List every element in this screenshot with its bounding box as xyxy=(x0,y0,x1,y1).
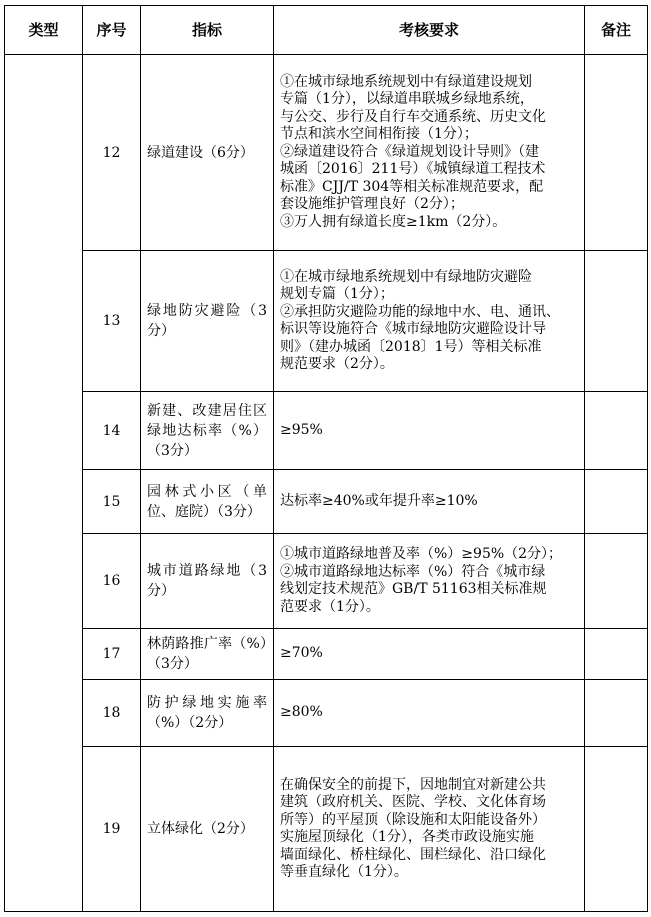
header-indicator: 指标 xyxy=(141,6,274,55)
note-cell xyxy=(585,629,648,680)
seq-cell: 19 xyxy=(83,747,141,912)
requirement-line: 墙面绿化、桥柱绿化、围栏绿化、沿口绿化 xyxy=(280,846,546,863)
requirement-line: ≥70% xyxy=(280,645,323,662)
indicator-cell: 林荫路推广率（%）（3分） xyxy=(141,629,274,680)
requirement-line: ②绿道建设符合《绿道规划设计导则》（建 xyxy=(280,143,539,160)
header-type: 类型 xyxy=(5,6,83,55)
note-cell xyxy=(585,55,648,251)
requirement-line: 实施屋顶绿化（1分），各类市政设施实施 xyxy=(280,829,534,845)
note-cell xyxy=(585,251,648,392)
header-requirement: 考核要求 xyxy=(274,6,585,55)
indicator-cell: 绿道建设（6分） xyxy=(141,55,274,251)
note-cell xyxy=(585,534,648,629)
indicator-cell: 新建、改建居住区绿地达标率（%）（3分） xyxy=(141,392,274,470)
type-cell xyxy=(5,55,83,912)
assessment-table xyxy=(4,5,648,912)
requirement-line: 标准》CJJ/T 304等相关标准规范要求，配 xyxy=(280,178,544,195)
requirement-cell xyxy=(274,55,585,251)
requirement-cell xyxy=(274,251,585,392)
table-row xyxy=(5,392,648,470)
seq-cell: 14 xyxy=(83,392,141,470)
requirement-line: 城函〔2016〕211号）《城镇绿道工程技术 xyxy=(280,161,546,178)
requirement-line: ≥80% xyxy=(280,704,323,721)
table-row xyxy=(5,251,648,392)
indicator-cell: 城市道路绿地（3分） xyxy=(141,534,274,629)
seq-cell: 18 xyxy=(83,680,141,747)
requirement-line: ①城市道路绿地普及率（%）≥95%（2分）； xyxy=(280,546,563,562)
indicator-cell: 园林式小区（单位、庭院）（3分） xyxy=(141,470,274,534)
indicator-cell: 立体绿化（2分） xyxy=(141,747,274,912)
requirement-line: 规划专篇（1分）； xyxy=(280,286,394,302)
requirement-line: 所等）的平屋顶（除设施和太阳能设备外） xyxy=(280,811,546,828)
requirement-line: 专篇（1分），以绿道串联城乡绿地系统， xyxy=(280,91,534,108)
requirement-cell xyxy=(274,392,585,470)
requirement-line: 标识等设施符合《城市绿地防灾避险设计导 xyxy=(280,321,546,337)
requirement-cell xyxy=(274,747,585,912)
seq-cell: 13 xyxy=(83,251,141,392)
requirement-cell xyxy=(274,629,585,680)
requirement-line: ③万人拥有绿道长度≥1km（2分）。 xyxy=(280,213,507,230)
requirement-line: ②城市道路绿地达标率（%）符合《城市绿 xyxy=(280,563,546,580)
requirement-line: 套设施维护管理良好（2分）； xyxy=(280,196,464,213)
seq-cell: 16 xyxy=(83,534,141,629)
assessment-table-container xyxy=(4,5,647,912)
seq-cell: 12 xyxy=(83,55,141,251)
note-cell xyxy=(585,680,648,747)
requirement-line: ≥95% xyxy=(280,421,323,438)
requirement-line: 线划定技术规范》GB/T 51163相关标准规 xyxy=(280,581,547,597)
requirement-cell xyxy=(274,534,585,629)
requirement-cell xyxy=(274,470,585,534)
seq-cell: 15 xyxy=(83,470,141,534)
requirement-line: 则》（建办城函〔2018〕1号）等相关标准 xyxy=(280,338,542,355)
table-row xyxy=(5,470,648,534)
requirement-line: ①在城市绿地系统规划中有绿道建设规划 xyxy=(280,73,532,90)
table-header-row xyxy=(5,6,648,55)
header-note: 备注 xyxy=(585,6,648,55)
table-row xyxy=(5,629,648,680)
table-row xyxy=(5,680,648,747)
header-seq: 序号 xyxy=(83,6,141,55)
requirement-line: 规范要求（2分）。 xyxy=(280,356,394,372)
requirement-line: ①在城市绿地系统规划中有绿地防灾避险 xyxy=(280,268,532,285)
seq-cell: 17 xyxy=(83,629,141,680)
table-row xyxy=(5,534,648,629)
table-row xyxy=(5,55,648,251)
indicator-cell: 防护绿地实施率（%）（2分） xyxy=(141,680,274,747)
requirement-line: ②承担防灾避险功能的绿地中水、电、通讯、 xyxy=(280,303,560,320)
table-row xyxy=(5,747,648,912)
requirement-line: 节点和滨水空间相衔接（1分）； xyxy=(280,126,478,143)
note-cell xyxy=(585,747,648,912)
requirement-line: 在确保安全的前提下，因地制宜对新建公共 xyxy=(280,776,546,793)
requirement-line: 等垂直绿化（1分）。 xyxy=(280,864,408,880)
requirement-cell xyxy=(274,680,585,747)
note-cell xyxy=(585,392,648,470)
requirement-line: 范要求（1分）。 xyxy=(280,598,380,615)
note-cell xyxy=(585,470,648,534)
requirement-line: 达标率≥40%或年提升率≥10% xyxy=(280,492,478,509)
requirement-line: 与公交、步行及自行车交通系统、历史文化 xyxy=(280,108,546,125)
requirement-line: 建筑（政府机关、医院、学校、文化体育场 xyxy=(280,794,546,810)
indicator-cell: 绿地防灾避险（3分） xyxy=(141,251,274,392)
